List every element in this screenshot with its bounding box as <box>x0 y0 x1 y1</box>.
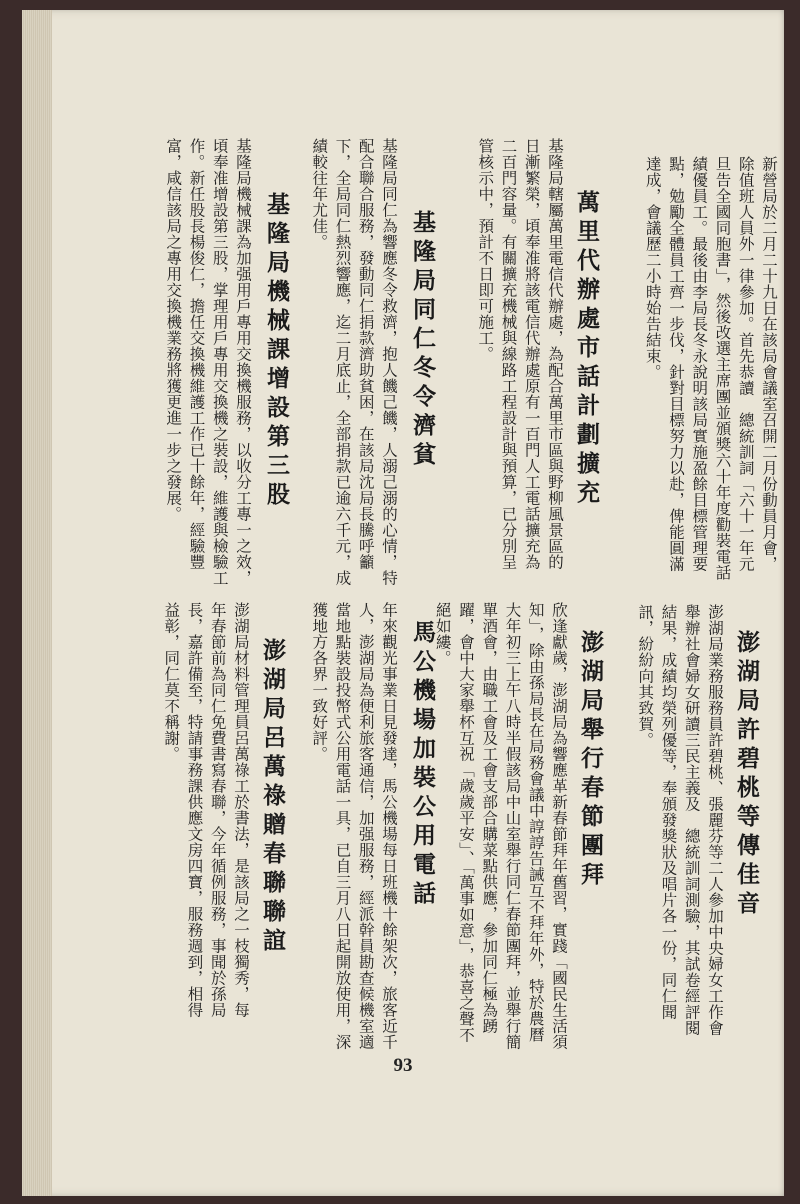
article-penghu-award-title: 澎湖局許碧桃等傳佳音 <box>733 630 760 920</box>
article-penghu-newyear-title: 澎湖局舉行春節團拜 <box>577 630 604 891</box>
page-edge <box>22 10 52 1196</box>
book-page <box>22 10 784 1196</box>
article-xinying-body: 新營局於二月二十九日在該局會議室召開二月份動員月會，除值班人員外一律參加。首先恭讀 總統訓詞「六十一年元旦告全國同胞書」，然後改選主席團並頒獎六十年度勸裝電話績優員工。最後由李局長冬永說明該局實施盈餘目標管理要點，勉勵全體員工齊一步伐，針對目標努力以赴，俾能圓滿達成，會議歷二小時始告結束。 <box>643 156 778 581</box>
article-penghu-award-body: 澎湖局業務服務員許碧桃、張麗芬等二人參加中央婦女工作會舉辦社會婦女研讀三民主義及 總統訓詞測驗，其試卷經評閱結果，成績均榮列優等，奉頒發獎狀及唱片各一份，同仁聞訊，紛紛向其致賀。 <box>636 604 724 1036</box>
article-keelung-winter-body: 基隆局同仁為響應冬令救濟，抱人饑己饑，人溺己溺的心情，特配合聯合服務，發動同仁捐款濟助貧困，在該局沈局長騰呼籲下，全局同仁熱烈響應，迄二月底止，全部捐款已逾六千元，成績較往年尤佳。 <box>310 138 398 586</box>
article-magong-phone-title: 馬公機場加裝公用電話 <box>409 620 436 910</box>
article-magong-phone-body: 年來觀光事業日見發達，馬公機場每日班機十餘架次，旅客近千人，澎湖局為便利旅客通信，加强服務，經派幹員勘查候機室適當地點裝設投幣式公用電話一具，已自三月八日起開放使用，深獲地方各界一致好評。 <box>310 602 398 1050</box>
article-keelung-machine-title: 基隆局機械課增設第三股 <box>263 192 290 511</box>
article-penghu-newyear-body: 欣逢獻歲，澎湖局為響應革新春節拜年舊習，實踐「國民生活須知」，除由孫局長在局務會議中諄諄告誡互不拜年外，特於農曆大年初三上午八時半假該局中山室舉行同仁春節團拜，並舉行簡單酒會，由職工會及工會支部合購菜點供應，參加同仁極為踴躍，會中大家舉杯互祝「歲歲平安」、「萬事如意」，恭喜之聲不絕如縷。 <box>433 602 568 1050</box>
article-wanli-body: 基隆局轄屬萬里電信代辦處，為配合萬里市區與野柳風景區的日漸繁榮，頃奉准將該電信代辦處原有一百門人工電話擴充為二百門容量。有關擴充機械與線路工程設計與預算，已分別呈管核示中，預計不日即可施工。 <box>476 138 564 570</box>
article-wanli-title: 萬里代辦處市話計劃擴充 <box>573 190 600 509</box>
article-keelung-machine-body: 基隆局機械課為加强用戶專用交換機服務，以收分工專一之效，頃奉准增設第三股，掌理用戶專用交換機之裝設，維護與檢驗工作。新任股長楊俊仁，擔任交換機維護工作已十餘年，經驗豐富，咸信該局之專用交換機業務將獲更進一步之發展。 <box>164 138 252 586</box>
article-lu-wanlu-title: 澎湖局呂萬祿贈春聯聯誼 <box>259 638 286 957</box>
article-keelung-winter-title: 基隆局同仁冬令濟貧 <box>409 210 436 471</box>
page-number: 93 <box>393 1055 413 1076</box>
article-lu-wanlu-body: 澎湖局材料管理員呂萬祿工於書法，是該局之一枝獨秀，每年春節前為同仁免費書寫春聯，今年循例服務，事聞於孫局長，嘉許備至，特請事務課供應文房四寶，服務週到，相得益彰，同仁莫不稱謝。 <box>162 602 250 1018</box>
